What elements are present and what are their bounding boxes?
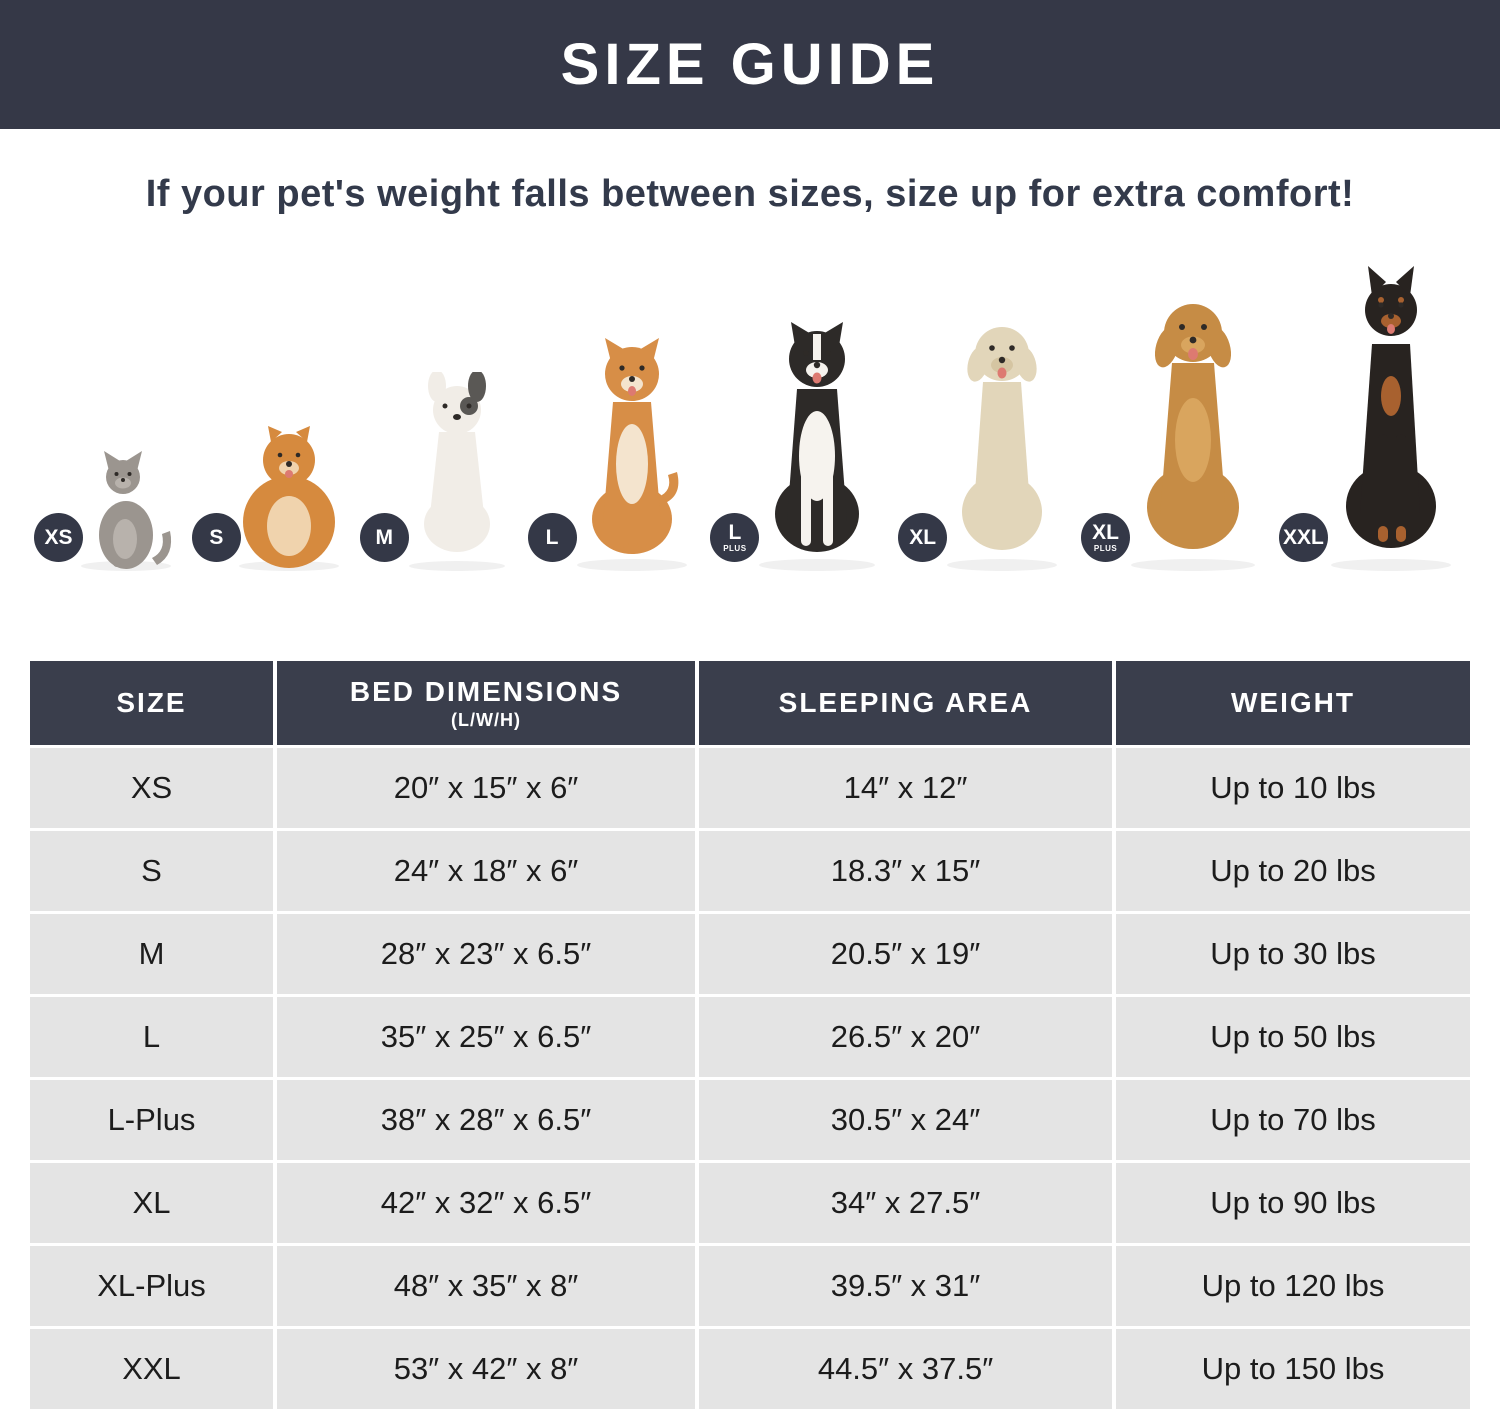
size-cell: L-Plus xyxy=(30,1080,273,1160)
size-table xyxy=(30,661,1470,1409)
doberman-image xyxy=(1316,264,1466,572)
weight-cell: Up to 150 lbs xyxy=(1116,1329,1470,1409)
golden-retriever-image xyxy=(1118,285,1268,572)
column-header-label: SLEEPING AREA xyxy=(778,687,1033,718)
bed-dimensions-cell: 35″ x 25″ x 6.5″ xyxy=(277,997,695,1077)
size-guide-banner xyxy=(0,0,1500,129)
animal-cell-xl-plus xyxy=(1081,285,1268,572)
border-collie-image xyxy=(747,314,887,572)
size-badge xyxy=(192,513,241,562)
size-badge xyxy=(898,513,947,562)
weight-cell: Up to 10 lbs xyxy=(1116,748,1470,828)
french-bulldog-image xyxy=(397,372,517,572)
sleeping-area-cell: 14″ x 12″ xyxy=(699,748,1112,828)
column-header-size xyxy=(30,661,273,745)
size-cell: XS xyxy=(30,748,273,828)
sleeping-area-cell: 18.3″ x 15″ xyxy=(699,831,1112,911)
size-badge-label: XS xyxy=(44,526,73,549)
bed-dimensions-cell: 28″ x 23″ x 6.5″ xyxy=(277,914,695,994)
size-badge xyxy=(360,513,409,562)
bed-dimensions-cell: 48″ x 35″ x 8″ xyxy=(277,1246,695,1326)
bed-dimensions-cell: 38″ x 28″ x 6.5″ xyxy=(277,1080,695,1160)
size-badge-sublabel: PLUS xyxy=(723,544,747,553)
weight-cell: Up to 20 lbs xyxy=(1116,831,1470,911)
sleeping-area-cell: 39.5″ x 31″ xyxy=(699,1246,1112,1326)
labrador-image xyxy=(935,310,1070,572)
size-cell: XL-Plus xyxy=(30,1246,273,1326)
animal-cell-l xyxy=(528,332,700,572)
size-badge xyxy=(34,513,83,562)
sleeping-area-cell: 44.5″ x 37.5″ xyxy=(699,1329,1112,1409)
size-cell: XL xyxy=(30,1163,273,1243)
weight-cell: Up to 90 lbs xyxy=(1116,1163,1470,1243)
size-badge-label: L xyxy=(545,526,559,549)
cat-image xyxy=(71,447,181,572)
size-badge-label: XL xyxy=(909,526,937,549)
size-badge-label: M xyxy=(375,526,393,549)
animal-cell-xxl xyxy=(1279,264,1466,572)
shiba-inu-image xyxy=(565,332,700,572)
column-header-sleeping-area xyxy=(699,661,1112,745)
size-badge xyxy=(528,513,577,562)
sleeping-area-cell: 26.5″ x 20″ xyxy=(699,997,1112,1077)
column-header-label: WEIGHT xyxy=(1231,687,1355,718)
size-badge-label: S xyxy=(209,526,224,549)
column-header-label: SIZE xyxy=(116,687,187,718)
column-header-label: BED DIMENSIONS xyxy=(349,675,623,707)
size-badge-sublabel: PLUS xyxy=(1093,544,1118,553)
bed-dimensions-cell: 53″ x 42″ x 8″ xyxy=(277,1329,695,1409)
bed-dimensions-cell: 42″ x 32″ x 6.5″ xyxy=(277,1163,695,1243)
size-badge-label: XXL xyxy=(1282,526,1324,549)
pomeranian-image xyxy=(229,422,349,572)
bed-dimensions-cell: 24″ x 18″ x 6″ xyxy=(277,831,695,911)
column-header-weight xyxy=(1116,661,1470,745)
sleeping-area-cell: 34″ x 27.5″ xyxy=(699,1163,1112,1243)
column-header-sublabel: (L/W/H) xyxy=(451,709,521,730)
sleeping-area-cell: 30.5″ x 24″ xyxy=(699,1080,1112,1160)
bed-dimensions-cell: 20″ x 15″ x 6″ xyxy=(277,748,695,828)
size-badge-label: XL xyxy=(1092,521,1119,544)
column-header-bed-dimensions xyxy=(277,661,695,745)
size-cell: L xyxy=(30,997,273,1077)
size-cell: M xyxy=(30,914,273,994)
size-badge-label: L xyxy=(728,521,742,544)
animal-size-strip xyxy=(0,232,1500,572)
size-badge xyxy=(1279,513,1328,562)
weight-cell: Up to 30 lbs xyxy=(1116,914,1470,994)
size-cell: XXL xyxy=(30,1329,273,1409)
size-cell: S xyxy=(30,831,273,911)
animal-cell-l-plus xyxy=(710,314,887,572)
weight-cell: Up to 50 lbs xyxy=(1116,997,1470,1077)
sleeping-area-cell: 20.5″ x 19″ xyxy=(699,914,1112,994)
page-title: SIZE GUIDE xyxy=(560,32,940,97)
animal-cell-xs xyxy=(34,447,181,572)
animal-cell-m xyxy=(360,372,517,572)
subtitle: If your pet's weight falls between sizes, size up for extra comfort! xyxy=(145,173,1355,215)
weight-cell: Up to 70 lbs xyxy=(1116,1080,1470,1160)
animal-cell-xl xyxy=(898,310,1070,572)
size-badge xyxy=(1081,513,1130,562)
animal-cell-s xyxy=(192,422,349,572)
weight-cell: Up to 120 lbs xyxy=(1116,1246,1470,1326)
